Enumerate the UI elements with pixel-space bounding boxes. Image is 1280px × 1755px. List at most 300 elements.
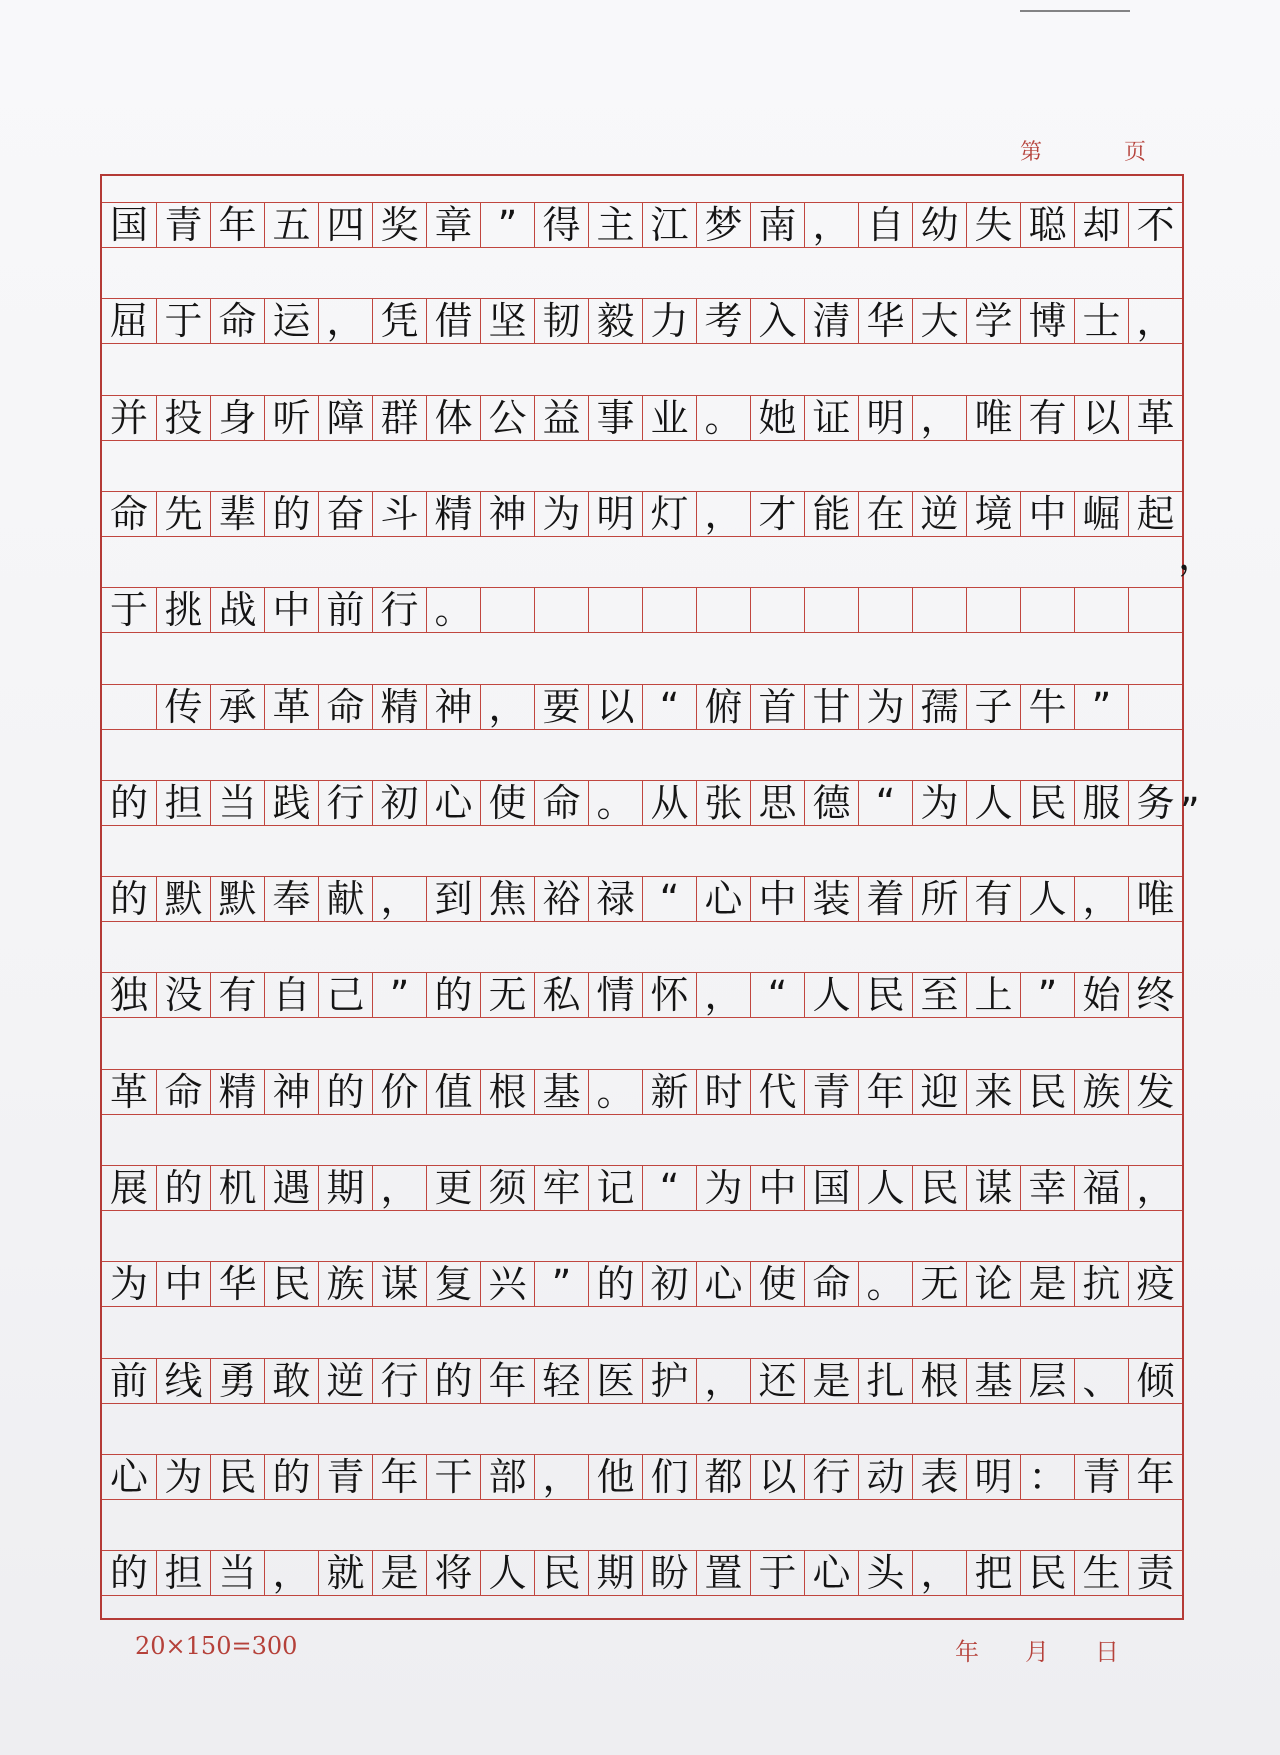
grid-cell: 发 bbox=[1128, 1070, 1182, 1114]
grid-cell: ， bbox=[534, 1455, 588, 1499]
grid-cell: 为 bbox=[696, 1166, 750, 1210]
date-fields bbox=[955, 1632, 1119, 1667]
grid-cell: 从 bbox=[642, 781, 696, 825]
grid-cell: 心 bbox=[109, 1454, 148, 1499]
grid-cell: “ bbox=[642, 685, 696, 729]
grid-cell: 轻 bbox=[534, 1359, 588, 1403]
grid-cell: ， bbox=[372, 1166, 426, 1210]
grid-cell: 灯 bbox=[642, 492, 696, 536]
grid-cell: 当 bbox=[210, 781, 264, 825]
grid-cell: 中 bbox=[264, 588, 318, 632]
grid-cell: 为 bbox=[109, 1262, 148, 1307]
grid-cell: 更 bbox=[426, 1166, 480, 1210]
grid-cell: 身 bbox=[210, 396, 264, 440]
grid-cell: 益 bbox=[534, 396, 588, 440]
grid-cell: 勇 bbox=[210, 1359, 264, 1403]
grid-cell: 心 bbox=[804, 1551, 858, 1595]
grid-cell: 五 bbox=[264, 203, 318, 247]
grid-cell: 屈 bbox=[109, 299, 148, 344]
grid-cell: 的 bbox=[264, 1455, 318, 1499]
grid-cell: 体 bbox=[426, 396, 480, 440]
grid-cell: 担 bbox=[156, 1551, 210, 1595]
grid-band bbox=[102, 972, 1182, 1018]
grid-cell: 唯 bbox=[1128, 877, 1182, 921]
grid-row bbox=[102, 561, 1182, 658]
grid-cell: 入 bbox=[750, 299, 804, 343]
grid-row bbox=[102, 369, 1182, 466]
grid-cell: 孺 bbox=[912, 685, 966, 729]
grid-cell: 才 bbox=[750, 492, 804, 536]
grid-cell: 神 bbox=[264, 1070, 318, 1114]
grid-cell: 动 bbox=[858, 1455, 912, 1499]
grid-cell: 责 bbox=[1128, 1551, 1182, 1595]
grid-cell: ， bbox=[1074, 877, 1128, 921]
grid-cell: 民 bbox=[1020, 1070, 1074, 1114]
grid-cell: 障 bbox=[318, 396, 372, 440]
grid-cell: 聪 bbox=[1020, 203, 1074, 247]
grid-cell: 业 bbox=[642, 396, 696, 440]
grid-cell: 无 bbox=[480, 973, 534, 1017]
top-edge-strip bbox=[1020, 0, 1130, 12]
grid-cell: 国 bbox=[804, 1166, 858, 1210]
grid-cell: 首 bbox=[750, 685, 804, 729]
grid-row bbox=[102, 176, 1182, 273]
grid-cell: 服 bbox=[1074, 781, 1128, 825]
grid-band bbox=[102, 298, 1182, 344]
grid-cell: 盼 bbox=[642, 1551, 696, 1595]
grid-cell: 福 bbox=[1074, 1166, 1128, 1210]
grid-cell: 兴 bbox=[480, 1262, 534, 1306]
year-label: 年 bbox=[955, 1638, 979, 1666]
grid-cell: 于 bbox=[750, 1551, 804, 1595]
grid-cell: 人 bbox=[480, 1551, 534, 1595]
grid-band bbox=[102, 395, 1182, 441]
grid-row bbox=[102, 1524, 1182, 1621]
grid-cell bbox=[750, 588, 804, 632]
grid-cell: 行 bbox=[372, 1359, 426, 1403]
grid-cell: 的 bbox=[318, 1070, 372, 1114]
grid-cell: 年 bbox=[858, 1070, 912, 1114]
grid-cell: 前 bbox=[318, 588, 372, 632]
grid-cell: 记 bbox=[588, 1166, 642, 1210]
grid-cell: 基 bbox=[966, 1359, 1020, 1403]
grid-cell: 的 bbox=[109, 780, 148, 825]
grid-cell: ， bbox=[1128, 299, 1182, 343]
grid-cell: 为 bbox=[534, 492, 588, 536]
grid-cell: 张 bbox=[696, 781, 750, 825]
grid-cell: “ bbox=[858, 781, 912, 825]
grid-cell: 群 bbox=[372, 396, 426, 440]
grid-cell: ， bbox=[372, 877, 426, 921]
grid-cell: 焦 bbox=[480, 877, 534, 921]
grid-cell: 民 bbox=[1020, 1551, 1074, 1595]
grid-cell: 私 bbox=[534, 973, 588, 1017]
grid-cell: 的 bbox=[109, 877, 148, 922]
grid-cell bbox=[642, 588, 696, 632]
grid-band bbox=[102, 587, 1182, 633]
grid-cell: 、 bbox=[1074, 1359, 1128, 1403]
grid-cell: 值 bbox=[426, 1070, 480, 1114]
grid-band bbox=[102, 1165, 1182, 1211]
grid-cell: 清 bbox=[804, 299, 858, 343]
grid-cell: 置 bbox=[696, 1551, 750, 1595]
grid-cell: ” bbox=[1020, 973, 1074, 1017]
grid-cell: 精 bbox=[426, 492, 480, 536]
grid-cell: 命 bbox=[109, 491, 148, 536]
grid-cell: 于 bbox=[109, 588, 148, 633]
grid-cell: 裕 bbox=[534, 877, 588, 921]
grid-cell: 。 bbox=[588, 1070, 642, 1114]
grid-cell: 华 bbox=[858, 299, 912, 343]
grid-row bbox=[102, 850, 1182, 947]
grid-cell: 先 bbox=[156, 492, 210, 536]
grid-cell: 牛 bbox=[1020, 685, 1074, 729]
grid-band bbox=[102, 1261, 1182, 1307]
grid-cell: 命 bbox=[156, 1070, 210, 1114]
page-label-prefix: 第 bbox=[1020, 140, 1045, 165]
grid-row bbox=[102, 946, 1182, 1043]
grid-cell: 中 bbox=[156, 1262, 210, 1306]
grid-cell: 。 bbox=[696, 396, 750, 440]
grid-cell: 的 bbox=[426, 973, 480, 1017]
grid-cell: 谋 bbox=[372, 1262, 426, 1306]
grid-cell: 人 bbox=[966, 781, 1020, 825]
grid-cell: 价 bbox=[372, 1070, 426, 1114]
grid-cell: 德 bbox=[804, 781, 858, 825]
grid-cell: 崛 bbox=[1074, 492, 1128, 536]
grid-cell: 年 bbox=[1128, 1455, 1182, 1499]
grid-cell: 考 bbox=[696, 299, 750, 343]
grid-cell: 干 bbox=[426, 1455, 480, 1499]
grid-cell: 民 bbox=[858, 973, 912, 1017]
grid-cell: 民 bbox=[534, 1551, 588, 1595]
grid-cell: 着 bbox=[858, 877, 912, 921]
day-label: 日 bbox=[1095, 1638, 1119, 1666]
grid-cell: 中 bbox=[750, 877, 804, 921]
grid-cell: 当 bbox=[210, 1551, 264, 1595]
grid-cell: 主 bbox=[588, 203, 642, 247]
grid-cell bbox=[480, 588, 534, 632]
grid-cell: 力 bbox=[642, 299, 696, 343]
grid-cell: 疫 bbox=[1128, 1262, 1182, 1306]
grid-cell: ， bbox=[696, 1359, 750, 1403]
grid-cell bbox=[1074, 588, 1128, 632]
grid-cell: 命 bbox=[318, 685, 372, 729]
grid-cell: 使 bbox=[480, 781, 534, 825]
grid-cell: 以 bbox=[588, 685, 642, 729]
grid-cell: 前 bbox=[109, 1358, 148, 1403]
grid-cell bbox=[1128, 588, 1182, 632]
grid-cell: 倾 bbox=[1128, 1359, 1182, 1403]
grid-cell: 俯 bbox=[696, 685, 750, 729]
grid-cell: 族 bbox=[318, 1262, 372, 1306]
grid-cell: 情 bbox=[588, 973, 642, 1017]
grid-cell: 于 bbox=[156, 299, 210, 343]
grid-cell: ， bbox=[264, 1551, 318, 1595]
grid-cell: 青 bbox=[1074, 1455, 1128, 1499]
grid-cell: 将 bbox=[426, 1551, 480, 1595]
grid-cell: 头 bbox=[858, 1551, 912, 1595]
grid-cell: 担 bbox=[156, 781, 210, 825]
grid-cell: ， bbox=[480, 685, 534, 729]
grid-cell: 生 bbox=[1074, 1551, 1128, 1595]
grid-cell: 来 bbox=[966, 1070, 1020, 1114]
grid-cell: 民 bbox=[912, 1166, 966, 1210]
grid-cell: 中 bbox=[1020, 492, 1074, 536]
grid-cell bbox=[102, 685, 156, 729]
grid-cell: 传 bbox=[156, 685, 210, 729]
grid-cell: 初 bbox=[372, 781, 426, 825]
grid-band bbox=[102, 876, 1182, 922]
grid-cell: 命 bbox=[804, 1262, 858, 1306]
grid-cell: 的 bbox=[264, 492, 318, 536]
grid-cell: 能 bbox=[804, 492, 858, 536]
grid-cell: 凭 bbox=[372, 299, 426, 343]
grid-row bbox=[102, 272, 1182, 369]
grid-row bbox=[102, 465, 1182, 562]
grid-cell: “ bbox=[642, 877, 696, 921]
grid-cell: 。 bbox=[426, 588, 480, 632]
grid-cell: 护 bbox=[642, 1359, 696, 1403]
grid-cell: 使 bbox=[750, 1262, 804, 1306]
grid-cell: 境 bbox=[966, 492, 1020, 536]
grid-cell: 为 bbox=[912, 781, 966, 825]
grid-cell bbox=[858, 588, 912, 632]
grid-row bbox=[102, 1428, 1182, 1525]
grid-cell bbox=[534, 588, 588, 632]
grid-cell: 青 bbox=[318, 1455, 372, 1499]
grid-cell: 革 bbox=[1128, 396, 1182, 440]
page-number-label bbox=[1020, 135, 1160, 166]
grid-cell: 的 bbox=[426, 1359, 480, 1403]
grid-cell: 装 bbox=[804, 877, 858, 921]
grid-cell: ” bbox=[534, 1262, 588, 1306]
grid-cell: 线 bbox=[156, 1359, 210, 1403]
grid-cell: 人 bbox=[1020, 877, 1074, 921]
grid-cell: 子 bbox=[966, 685, 1020, 729]
grid-cell: 得 bbox=[534, 203, 588, 247]
grid-cell: 听 bbox=[264, 396, 318, 440]
page-label-suffix: 页 bbox=[1124, 140, 1149, 165]
grid-cell: 不 bbox=[1128, 203, 1182, 247]
grid-row bbox=[102, 1139, 1182, 1236]
grid-cell: 论 bbox=[966, 1262, 1020, 1306]
grid-cell: 默 bbox=[210, 877, 264, 921]
grid-cell: 借 bbox=[426, 299, 480, 343]
grid-cell: 默 bbox=[156, 877, 210, 921]
grid-cell: 江 bbox=[642, 203, 696, 247]
grid-cell: 毅 bbox=[588, 299, 642, 343]
grid-cell: 初 bbox=[642, 1262, 696, 1306]
grid-cell: 挑 bbox=[156, 588, 210, 632]
grid-cell: 起 bbox=[1128, 492, 1182, 536]
grid-row bbox=[102, 658, 1182, 755]
grid-cell: 。 bbox=[588, 781, 642, 825]
grid-cell: 献 bbox=[318, 877, 372, 921]
grid-cell: ， bbox=[912, 1551, 966, 1595]
grid-cell: 机 bbox=[210, 1166, 264, 1210]
grid-spec: 20×150=300 bbox=[135, 1632, 298, 1660]
grid-cell: 年 bbox=[480, 1359, 534, 1403]
grid-cell: 士 bbox=[1074, 299, 1128, 343]
grid-band bbox=[102, 1358, 1182, 1404]
grid-cell: ， bbox=[912, 396, 966, 440]
grid-cell: 须 bbox=[480, 1166, 534, 1210]
grid-cell: 践 bbox=[264, 781, 318, 825]
grid-cell: ” bbox=[372, 973, 426, 1017]
grid-cell: 根 bbox=[912, 1359, 966, 1403]
grid-cell: 的 bbox=[109, 1551, 148, 1596]
grid-cell: 行 bbox=[318, 781, 372, 825]
grid-cell: ， bbox=[804, 203, 858, 247]
grid-cell: 无 bbox=[912, 1262, 966, 1306]
grid-cell: ， bbox=[1128, 1166, 1182, 1210]
grid-cell: 谋 bbox=[966, 1166, 1020, 1210]
grid-cell: 的 bbox=[156, 1166, 210, 1210]
grid-cell bbox=[1020, 588, 1074, 632]
grid-cell: 神 bbox=[426, 685, 480, 729]
grid-cell: 至 bbox=[912, 973, 966, 1017]
grid-cell: 表 bbox=[912, 1455, 966, 1499]
grid-cell: 基 bbox=[534, 1070, 588, 1114]
grid-cell: 展 bbox=[109, 1166, 148, 1210]
grid-cell: 华 bbox=[210, 1262, 264, 1306]
grid-cell: 民 bbox=[210, 1455, 264, 1499]
grid-cell: 就 bbox=[318, 1551, 372, 1595]
grid-cell: 怀 bbox=[642, 973, 696, 1017]
grid-cell: 人 bbox=[858, 1166, 912, 1210]
grid-cell: 医 bbox=[588, 1359, 642, 1403]
grid-cell: 行 bbox=[372, 588, 426, 632]
grid-cell: “ bbox=[750, 973, 804, 1017]
grid-cell: 心 bbox=[696, 1262, 750, 1306]
grid-cell: 章 bbox=[426, 203, 480, 247]
grid-cell: 有 bbox=[1020, 396, 1074, 440]
grid-cell bbox=[588, 588, 642, 632]
grid-cell: 心 bbox=[426, 781, 480, 825]
grid-cell bbox=[966, 588, 1020, 632]
grid-cell: 迎 bbox=[912, 1070, 966, 1114]
grid-cell: 牢 bbox=[534, 1166, 588, 1210]
grid-cell: 始 bbox=[1074, 973, 1128, 1017]
grid-cell: 为 bbox=[156, 1455, 210, 1499]
grid-cell: 族 bbox=[1074, 1070, 1128, 1114]
grid-cell: 为 bbox=[858, 685, 912, 729]
grid-cell: 新 bbox=[642, 1070, 696, 1114]
grid-cell: 的 bbox=[588, 1262, 642, 1306]
grid-cell: 坚 bbox=[480, 299, 534, 343]
grid-cell: 思 bbox=[750, 781, 804, 825]
grid-band bbox=[102, 202, 1182, 248]
grid-cell: 抗 bbox=[1074, 1262, 1128, 1306]
grid-cell: 逆 bbox=[912, 492, 966, 536]
grid-cell: ， bbox=[696, 973, 750, 1017]
grid-row bbox=[102, 1332, 1182, 1429]
grid-cell: 她 bbox=[750, 396, 804, 440]
grid-cell: 在 bbox=[858, 492, 912, 536]
grid-cell: 奖 bbox=[372, 203, 426, 247]
grid-cell: 有 bbox=[966, 877, 1020, 921]
grid-cell: 大 bbox=[912, 299, 966, 343]
grid-cell: 人 bbox=[804, 973, 858, 1017]
grid-cell: 青 bbox=[804, 1070, 858, 1114]
grid-cell: 奉 bbox=[264, 877, 318, 921]
grid-cell: 心 bbox=[696, 877, 750, 921]
grid-cell: 们 bbox=[642, 1455, 696, 1499]
grid-cell: 南 bbox=[750, 203, 804, 247]
writing-grid bbox=[100, 174, 1184, 1620]
grid-cell: 却 bbox=[1074, 203, 1128, 247]
grid-cell: 革 bbox=[264, 685, 318, 729]
grid-cell: 辈 bbox=[210, 492, 264, 536]
grid-cell: 有 bbox=[210, 973, 264, 1017]
grid-cell: 把 bbox=[966, 1551, 1020, 1595]
grid-cell: 精 bbox=[372, 685, 426, 729]
grid-cell: 是 bbox=[1020, 1262, 1074, 1306]
grid-band bbox=[102, 491, 1182, 537]
grid-cell: 年 bbox=[372, 1455, 426, 1499]
grid-cell: 甘 bbox=[804, 685, 858, 729]
grid-cell: 期 bbox=[588, 1551, 642, 1595]
grid-cell: 博 bbox=[1020, 299, 1074, 343]
grid-cell: 失 bbox=[966, 203, 1020, 247]
grid-cell: 他 bbox=[588, 1455, 642, 1499]
grid-cell: 敢 bbox=[264, 1359, 318, 1403]
grid-cell: 幸 bbox=[1020, 1166, 1074, 1210]
grid-cell: “ bbox=[642, 1166, 696, 1210]
grid-cell: 承 bbox=[210, 685, 264, 729]
grid-cell: 唯 bbox=[966, 396, 1020, 440]
grid-cell: 没 bbox=[156, 973, 210, 1017]
grid-band bbox=[102, 1069, 1182, 1115]
grid-cell: 自 bbox=[858, 203, 912, 247]
margin-comma: ， bbox=[1178, 534, 1217, 578]
grid-cell: 要 bbox=[534, 685, 588, 729]
grid-cell: ” bbox=[1074, 685, 1128, 729]
grid-cell: 中 bbox=[750, 1166, 804, 1210]
grid-cell: 逆 bbox=[318, 1359, 372, 1403]
grid-cell: 明 bbox=[858, 396, 912, 440]
grid-cell: 四 bbox=[318, 203, 372, 247]
grid-cell: 终 bbox=[1128, 973, 1182, 1017]
grid-cell: 时 bbox=[696, 1070, 750, 1114]
grid-cell: 独 bbox=[109, 973, 148, 1018]
grid-cell: 期 bbox=[318, 1166, 372, 1210]
grid-cell: 。 bbox=[858, 1262, 912, 1306]
grid-cell: ， bbox=[696, 492, 750, 536]
grid-cell: 韧 bbox=[534, 299, 588, 343]
grid-cell: 梦 bbox=[696, 203, 750, 247]
grid-cell: 以 bbox=[1074, 396, 1128, 440]
grid-cell: 运 bbox=[264, 299, 318, 343]
grid-cell: 禄 bbox=[588, 877, 642, 921]
grid-cell: 神 bbox=[480, 492, 534, 536]
grid-cell: 精 bbox=[210, 1070, 264, 1114]
grid-band bbox=[102, 1454, 1182, 1500]
grid-cell: 己 bbox=[318, 973, 372, 1017]
grid-cell: 投 bbox=[156, 396, 210, 440]
grid-cell: 证 bbox=[804, 396, 858, 440]
grid-cell bbox=[696, 588, 750, 632]
grid-row bbox=[102, 754, 1182, 851]
grid-cell: 还 bbox=[750, 1359, 804, 1403]
grid-cell: 斗 bbox=[372, 492, 426, 536]
grid-cell: 务 bbox=[1128, 781, 1182, 825]
grid-cell: 复 bbox=[426, 1262, 480, 1306]
month-label: 月 bbox=[1025, 1638, 1049, 1666]
grid-band bbox=[102, 684, 1182, 730]
grid-cell: 学 bbox=[966, 299, 1020, 343]
